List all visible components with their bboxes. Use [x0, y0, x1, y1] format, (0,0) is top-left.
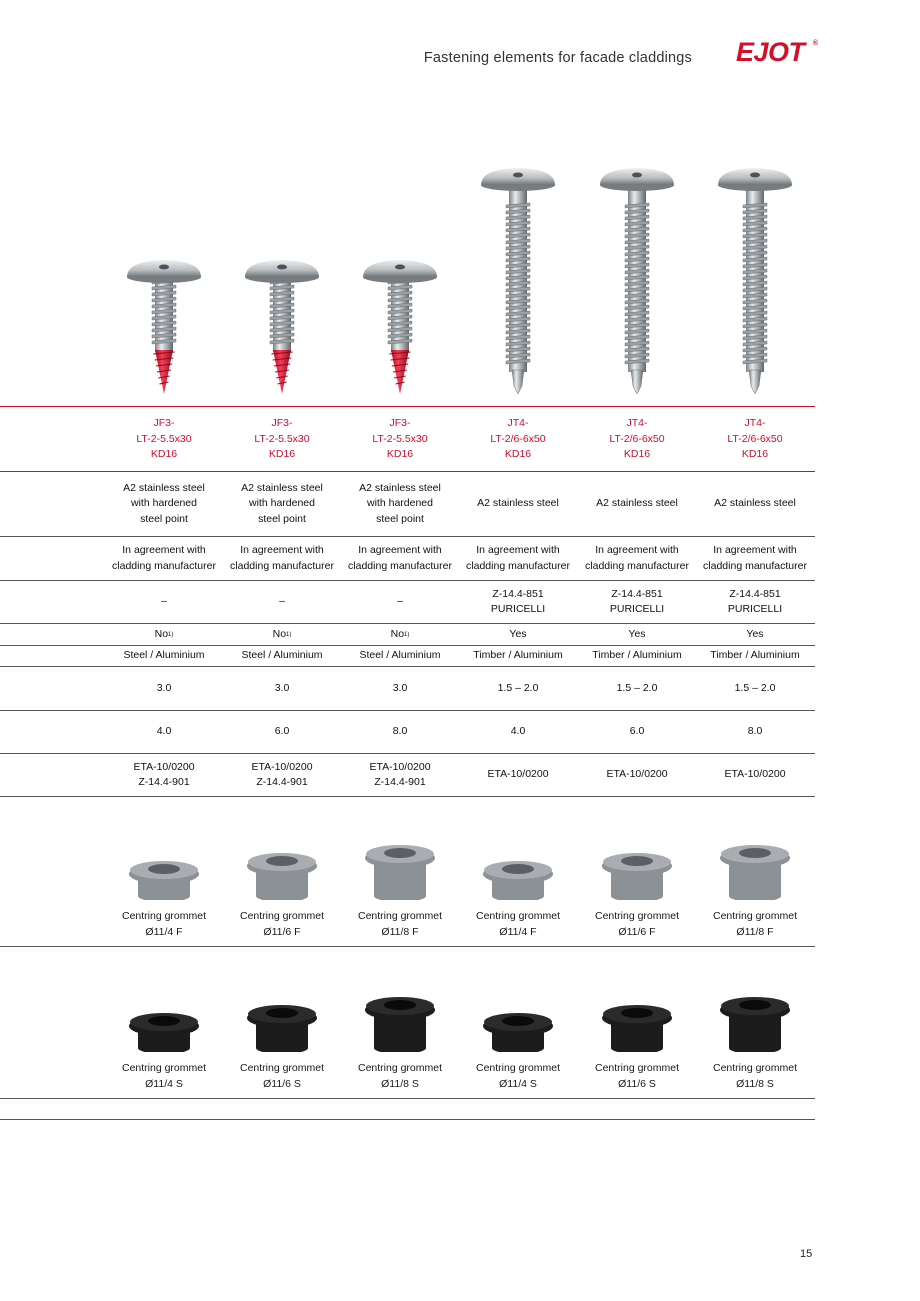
substructure-cell [224, 646, 340, 666]
screw-image [718, 168, 792, 394]
section-rule [0, 1098, 815, 1099]
material-cell [460, 472, 576, 536]
installation-cell [224, 537, 340, 580]
certificates-cell [106, 754, 222, 796]
screw-image [363, 260, 437, 394]
certificates-cell [460, 754, 576, 796]
installation-cell [460, 537, 576, 580]
product-name-text: JT4- LT-2/6-6x50 KD16 [490, 417, 546, 461]
grommet-black-caption: Centring grommet Ø11/6 S [239, 1062, 325, 1090]
value-b-cell [224, 711, 340, 753]
value-a-text: 1.5 – 2.0 [734, 681, 776, 694]
installation-cell [697, 537, 813, 580]
grommet-black-caption: Centring grommet Ø11/6 S [594, 1062, 680, 1090]
installation-text: In agreement with cladding manufacturer [230, 544, 334, 572]
value-a-text: 3.0 [392, 681, 408, 694]
installation-cell [342, 537, 458, 580]
material-text: A2 stainless steel with hardened steel point [359, 481, 441, 525]
grommet-grey-caption: Centring grommet Ø11/4 F [475, 910, 561, 938]
value-a-cell [342, 667, 458, 710]
page-number: 15 [800, 1248, 813, 1260]
approval-cell [460, 581, 576, 623]
page-header-title: Fastening elements for facade claddings [423, 50, 692, 66]
approval-text: – [397, 595, 403, 608]
material-text: A2 stainless steel with hardened steel point [123, 481, 205, 525]
certificates-text: ETA-10/0200 [724, 768, 786, 781]
value-a-cell [224, 667, 340, 710]
value-b-text: 4.0 [156, 725, 172, 738]
flag-cell: No 1) [106, 624, 222, 645]
flag-text: No [390, 627, 405, 640]
brand-wordmark: EJOT [736, 37, 805, 67]
grommet-black-caption: Centring grommet Ø11/4 S [475, 1062, 561, 1090]
product-name-cell [460, 408, 576, 471]
flag-text: No [154, 627, 169, 640]
value-a-text: 3.0 [274, 681, 290, 694]
screw-image [600, 168, 674, 394]
value-b-cell [106, 711, 222, 753]
product-name-cell [106, 408, 222, 471]
approval-cell [579, 581, 695, 623]
grommet-image [602, 1005, 672, 1052]
certificates-cell [342, 754, 458, 796]
grey-grommet-illustrations [0, 828, 815, 900]
grommet-image [602, 853, 672, 900]
grommet-grey-caption: Centring grommet Ø11/4 F [121, 910, 207, 938]
value-b-text: 6.0 [629, 725, 645, 738]
approval-text: Z-14.4-851 PURICELLI [727, 587, 783, 615]
installation-cell [579, 537, 695, 580]
substructure-cell [342, 646, 458, 666]
value-b-text: 8.0 [392, 725, 408, 738]
value-a-text: 3.0 [156, 681, 172, 694]
installation-text: In agreement with cladding manufacturer [585, 544, 689, 572]
grommet-image [247, 1005, 317, 1052]
value-a-cell [460, 667, 576, 710]
grommet-image [129, 1013, 199, 1052]
substructure-cell [460, 646, 576, 666]
grommet-image [247, 853, 317, 900]
value-b-cell [460, 711, 576, 753]
substructure-cell [579, 646, 695, 666]
flag-text: Yes [509, 627, 527, 640]
substructure-text: Timber / Aluminium [473, 649, 563, 662]
grommet-grey-caption: Centring grommet Ø11/8 F [712, 910, 798, 938]
value-b-cell [342, 711, 458, 753]
material-cell [342, 472, 458, 536]
certificates-text: ETA-10/0200 Z-14.4-901 [251, 760, 313, 788]
grommet-grey-caption: Centring grommet Ø11/8 F [357, 910, 443, 938]
screw-image [245, 260, 319, 394]
grommet-black-caption: Centring grommet Ø11/8 S [712, 1062, 798, 1090]
value-b-cell [579, 711, 695, 753]
value-a-cell [106, 667, 222, 710]
value-a-text: 1.5 – 2.0 [497, 681, 539, 694]
approval-cell [697, 581, 813, 623]
product-name-cell [579, 408, 695, 471]
certificates-text: ETA-10/0200 [606, 768, 668, 781]
product-name-cell [224, 408, 340, 471]
grommet-grey-caption: Centring grommet Ø11/6 F [239, 910, 325, 938]
flag-text: Yes [746, 627, 764, 640]
certificates-text: ETA-10/0200 [487, 768, 549, 781]
grommet-grey-caption: Centring grommet Ø11/6 F [594, 910, 680, 938]
flag-cell [697, 624, 813, 645]
grommet-black-caption: Centring grommet Ø11/4 S [121, 1062, 207, 1090]
product-name-text: JT4- LT-2/6-6x50 KD16 [609, 417, 665, 461]
flag-cell: No 1) [224, 624, 340, 645]
material-cell [579, 472, 695, 536]
flag-text: No [272, 627, 287, 640]
value-b-cell [697, 711, 813, 753]
installation-text: In agreement with cladding manufacturer [348, 544, 452, 572]
approval-cell [106, 581, 222, 623]
material-text: A2 stainless steel with hardened steel point [241, 481, 323, 525]
ejot-logo [736, 38, 816, 66]
grommet-image [129, 861, 199, 900]
substructure-text: Steel / Aluminium [359, 649, 441, 662]
material-cell [106, 472, 222, 536]
approval-text: Z-14.4-851 PURICELLI [609, 587, 665, 615]
grommet-image [365, 997, 435, 1052]
material-cell [697, 472, 813, 536]
screw-image [127, 260, 201, 394]
substructure-text: Timber / Aluminium [710, 649, 800, 662]
section-rule [0, 1119, 815, 1120]
flag-cell: No 1) [342, 624, 458, 645]
approval-cell [224, 581, 340, 623]
product-name-text: JF3- LT-2-5.5x30 KD16 [136, 417, 192, 461]
substructure-cell [106, 646, 222, 666]
grommet-image [483, 1013, 553, 1052]
value-a-cell [697, 667, 813, 710]
product-name-text: JF3- LT-2-5.5x30 KD16 [254, 417, 310, 461]
grommet-image [365, 845, 435, 900]
value-b-text: 6.0 [274, 725, 290, 738]
material-text: A2 stainless steel [596, 497, 678, 510]
substructure-text: Timber / Aluminium [592, 649, 682, 662]
screw-illustrations [0, 150, 920, 400]
grommet-image [720, 845, 790, 900]
installation-text: In agreement with cladding manufacturer [703, 544, 807, 572]
substructure-text: Steel / Aluminium [241, 649, 323, 662]
certificates-cell [579, 754, 695, 796]
substructure-cell [697, 646, 813, 666]
certificates-text: ETA-10/0200 Z-14.4-901 [369, 760, 431, 788]
product-name-cell [697, 408, 813, 471]
material-text: A2 stainless steel [714, 497, 796, 510]
installation-text: In agreement with cladding manufacturer [112, 544, 216, 572]
screw-image [481, 168, 555, 394]
installation-text: In agreement with cladding manufacturer [466, 544, 570, 572]
value-a-cell [579, 667, 695, 710]
product-name-text: JT4- LT-2/6-6x50 KD16 [727, 417, 783, 461]
flag-text: Yes [628, 627, 646, 640]
installation-cell [106, 537, 222, 580]
product-name-text: JF3- LT-2-5.5x30 KD16 [372, 417, 428, 461]
grommet-image [720, 997, 790, 1052]
section-rule [0, 946, 815, 947]
black-grommet-illustrations [0, 980, 815, 1052]
approval-cell [342, 581, 458, 623]
table-top-rule [0, 406, 815, 407]
substructure-text: Steel / Aluminium [123, 649, 205, 662]
value-b-text: 4.0 [510, 725, 526, 738]
approval-text: – [161, 595, 167, 608]
flag-cell [460, 624, 576, 645]
material-text: A2 stainless steel [477, 497, 559, 510]
certificates-cell [224, 754, 340, 796]
value-a-text: 1.5 – 2.0 [616, 681, 658, 694]
certificates-cell [697, 754, 813, 796]
material-cell [224, 472, 340, 536]
approval-text: Z-14.4-851 PURICELLI [490, 587, 546, 615]
product-name-cell [342, 408, 458, 471]
grommet-black-caption: Centring grommet Ø11/8 S [357, 1062, 443, 1090]
value-b-text: 8.0 [747, 725, 763, 738]
approval-text: – [279, 595, 285, 608]
certificates-text: ETA-10/0200 Z-14.4-901 [133, 760, 195, 788]
brand-registered-mark: ® [812, 40, 818, 47]
flag-cell [579, 624, 695, 645]
grommet-image [483, 861, 553, 900]
